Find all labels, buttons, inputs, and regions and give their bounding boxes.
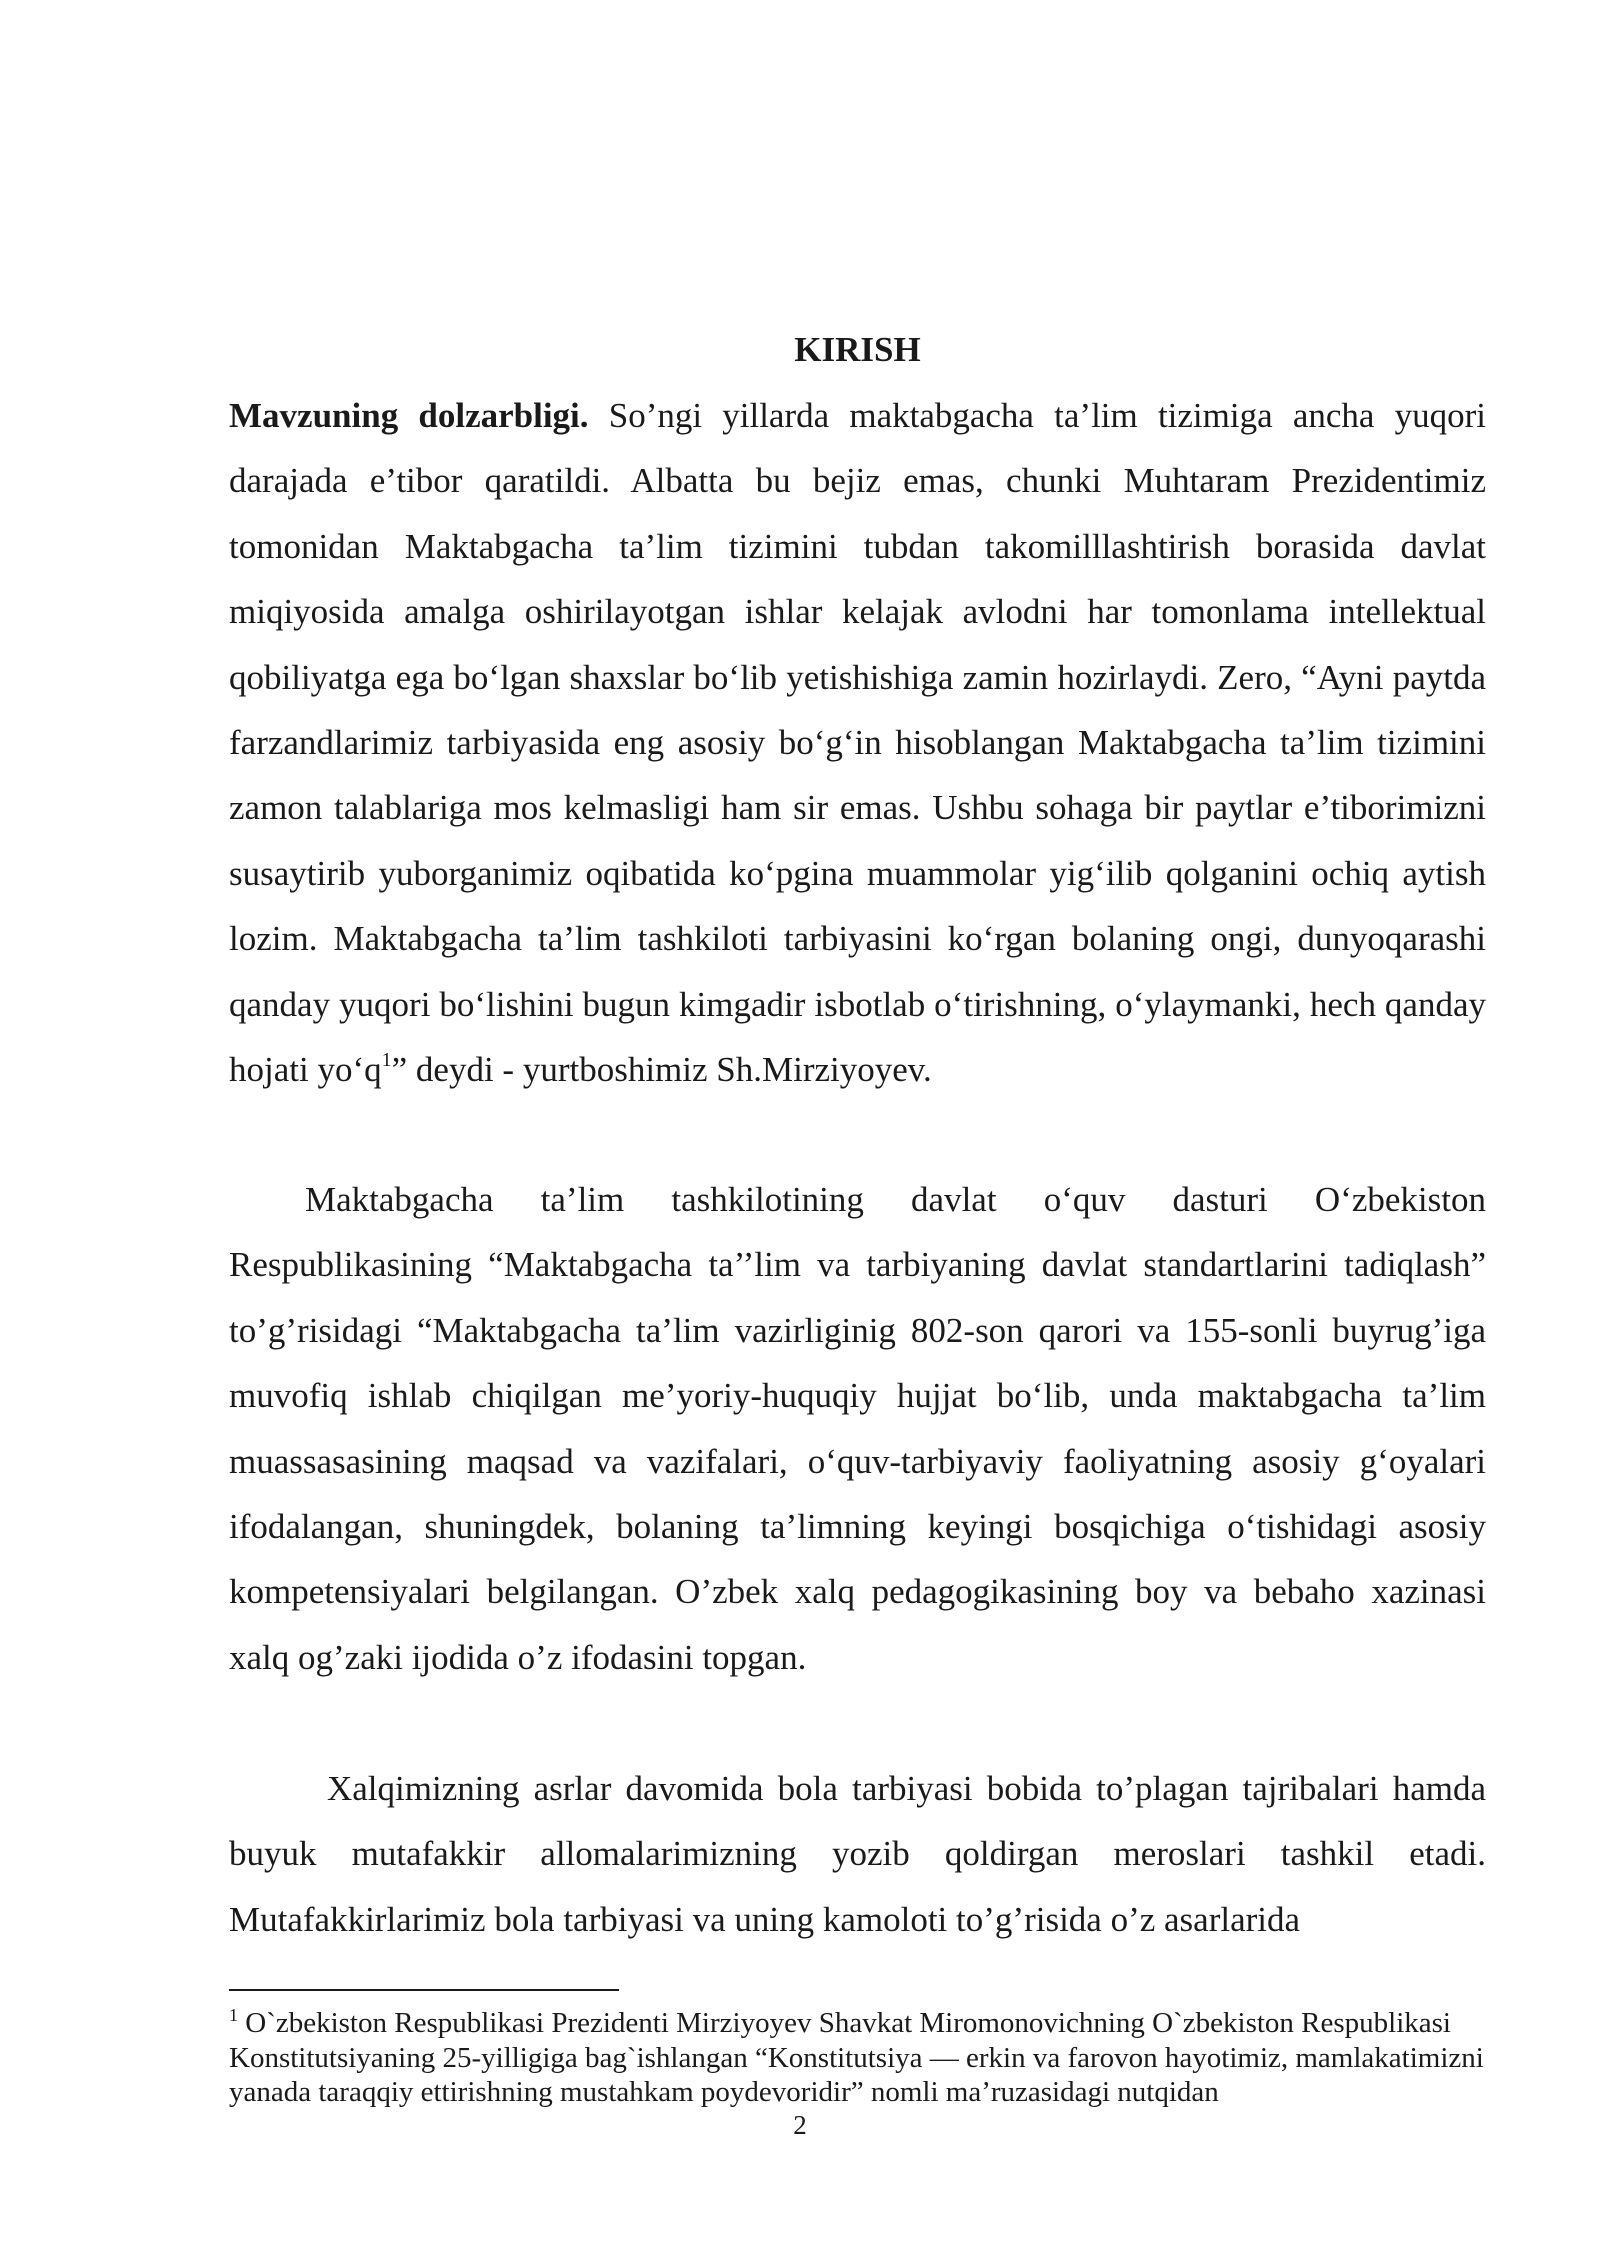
paragraph-3	[229, 1756, 1486, 1952]
paragraph-3-text: Xalqimizning asrlar davomida bola tarbiyasi bobida to’plagan tajribalari hamda buyuk mutafakkir allomalarimizning yozib qoldirgan meroslari tashkil etadi. Mutafakkirlarimiz bola tarbiyasi va uning kamoloti to’g’risida o’z asarlarida	[229, 1769, 1486, 1939]
paragraph-1-text-end: ” deydi - yurtboshimiz Sh.Mirziyoyev.	[391, 1050, 932, 1090]
paragraph-lead: Mavzuning dolzarbligi.	[229, 396, 589, 435]
paragraph-1	[229, 383, 1486, 1102]
page-title: KIRISH	[794, 330, 921, 369]
page-number: 2	[793, 2110, 807, 2140]
footnote-mark: 1	[229, 2005, 238, 2026]
paragraph-1-text: So’ngi yillarda maktabgacha ta’lim tizimiga ancha yuqori darajada e’tibor qaratildi. Albatta bu bejiz emas, chunki Muhtaram Prezidentimiz tomonidan Maktabgacha ta’lim tizimini tubdan takomilllashtirish borasida davlat miqiyosida amalga oshirilayotgan ishlar kelajak avlodni har tomonlama intellektual qobiliyatga ega bo‘lgan shaxslar bo‘lib yetishishiga zamin hozirlaydi. Zero, “Ayni paytda farzandlarimiz tarbiyasida eng asosiy bo‘g‘in hisoblangan Maktabgacha ta’lim tizimini zamon talablariga mos kelmasligi ham sir emas. Ushbu sohaga bir paytlar e’tiborimizni susaytirib yuborganimiz oqibatida ko‘pgina muammolar yig‘ilib qolganini ochiq aytish lozim. Maktabgacha ta’lim tashkiloti tarbiyasini ko‘rgan bolaning ongi, dunyoqarashi qanday yuqori bo‘lishini bugun kimgadir isbotlab o‘tirishning, o‘ylaymanki, hech qanday hojati yo‘q	[229, 396, 1486, 1090]
footnote-separator	[229, 1989, 619, 1991]
paragraph-2-text: Maktabgacha ta’lim tashkilotining davlat o‘quv dasturi O‘zbekiston Respublikasining “Maktabgacha ta’’lim va tarbiyaning davlat standartlarini tadiqlash” to’g’risidagi “Maktabgacha ta’lim vazirliginig 802-son qarori va 155-sonli buyrug’iga muvofiq ishlab chiqilgan me’yoriy-huquqiy hujjat bo‘lib, unda maktabgacha ta’lim muassasasining maqsad va vazifalari, o‘quv-tarbiyaviy faoliyatning asosiy g‘oyalari ifodalangan, shuningdek, bolaning ta’limning keyingi bosqichiga o‘tishidagi asosiy kompetensiyalari belgilangan. O’zbek xalq pedagogikasining boy va bebaho xazinasi xalq og’zaki ijodida o’z ifodasini topgan.	[229, 1180, 1486, 1677]
footnote-text: O`zbekiston Respublikasi Prezidenti Mirziyoyev Shavkat Miromonovichning O`zbekiston Respublikasi Konstitutsiyaning 25-yilligiga bag`ishlangan “Konstitutsiya — erkin va farovon hayotimiz, mamlakatimizni yanada taraqqiy ettirishning mustahkam poydevoridir” nomli ma’ruzasidagi nutqidan	[229, 2007, 1484, 2108]
footnote	[229, 2006, 1486, 2110]
footnote-reference[interactable]: 1	[381, 1049, 392, 1072]
paragraph-2	[229, 1167, 1486, 1690]
